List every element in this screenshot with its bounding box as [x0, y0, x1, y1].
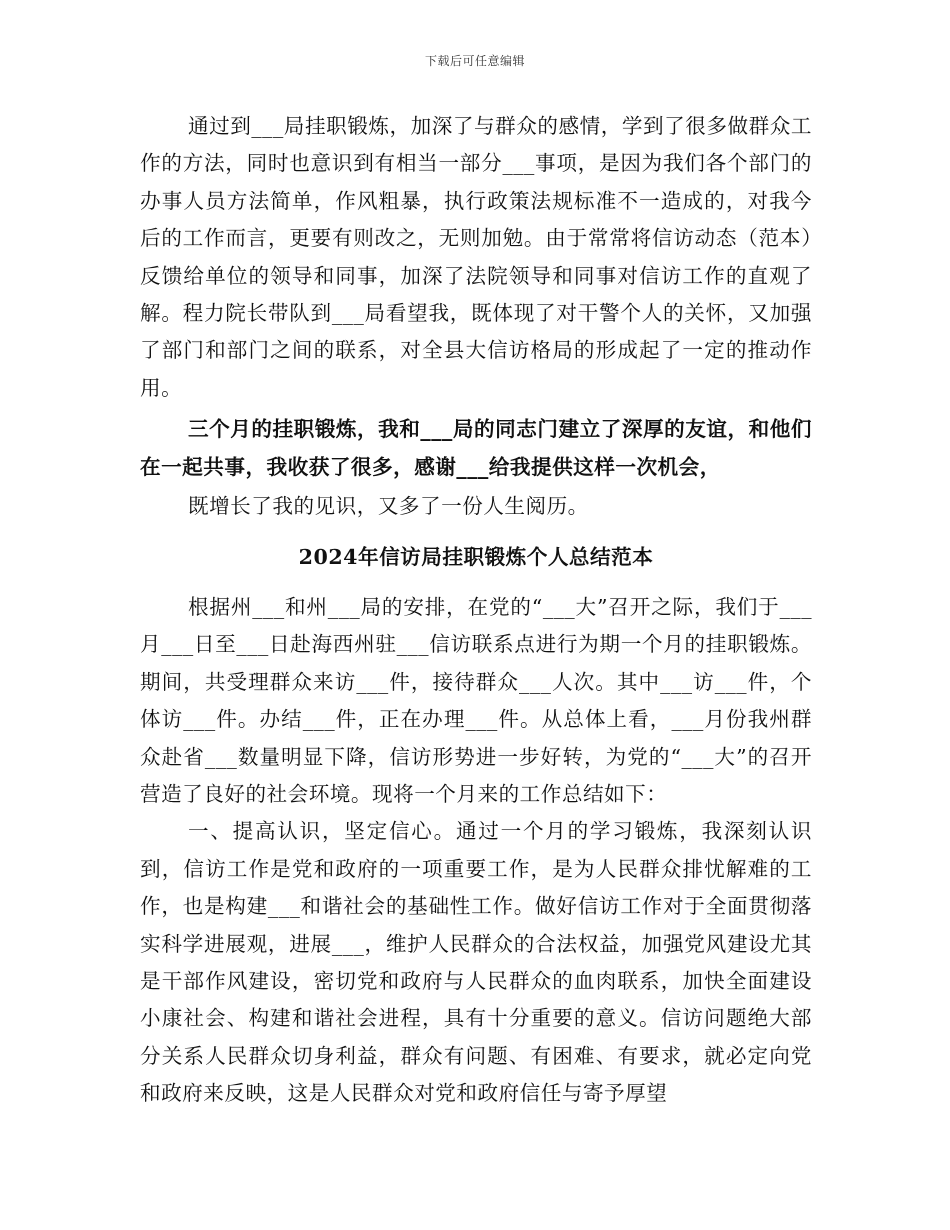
paragraph-2-bold: 三个月的挂职锻炼，我和___局的同志门建立了深厚的友谊，和他们在一起共事，我收获了很多，感谢___给我提供这样一次机会，	[140, 417, 812, 479]
document-body	[140, 108, 812, 1113]
paragraph-1: 通过到___局挂职锻炼，加深了与群众的感情，学到了很多做群众工作的方法，同时也意识到有相当一部分___事项，是因为我们各个部门的办事人员方法简单，作风粗暴，执行政策法规标准不一造成的，对我今后的工作而言，更要有则改之，无则加勉。由于常常将信访动态（范本）反馈给单位的领导和同事，加深了法院领导和同事对信访工作的直观了解。程力院长带队到___局看望我，既体现了对干警个人的关怀，又加强了部门和部门之间的联系，对全县大信访格局的形成起了一定的推动作用。	[140, 114, 812, 400]
paragraph-3: 既增长了我的见识，又多了一份人生阅历。	[188, 494, 589, 519]
paragraph-5: 一、提高认识，坚定信心。通过一个月的学习锻炼，我深刻认识到，信访工作是党和政府的一项重要工作，是为人民群众排忧解难的工作，也是构建___和谐社会的基础性工作。做好信访工作对于全面贯彻落实科学进展观，进展___，维护人民群众的合法权益，加强党风建设尤其是干部作风建设，密切党和政府与人民群众的血肉联系，加快全面建设小康社会、构建和谐社会进程，具有十分重要的意义。信访问题绝大部分关系人民群众切身利益，群众有问题、有困难、有要求，就必定向党和政府来反映，这是人民群众对党和政府信任与寄予厚望	[140, 819, 812, 1106]
page-header: 下载后可任意编辑	[424, 54, 525, 68]
document-title: 2024年信访局挂职锻炼个人总结范本	[298, 545, 654, 570]
paragraph-4: 根据州___和州___局的安排，在党的“___大”召开之际，我们于___月___日至___日赴海西州驻___信访联系点进行为期一个月的挂职锻炼。期间，共受理群众来访___件，接待群众___人次。其中___访___件，个体访___件。办结___件，正在办理___件。从总体上看，___月份我州群众赴省___数量明显下降，信访形势进一步好转，为党的“___大”的召开营造了良好的社会环境。现将一个月来的工作总结如下：	[140, 594, 812, 806]
